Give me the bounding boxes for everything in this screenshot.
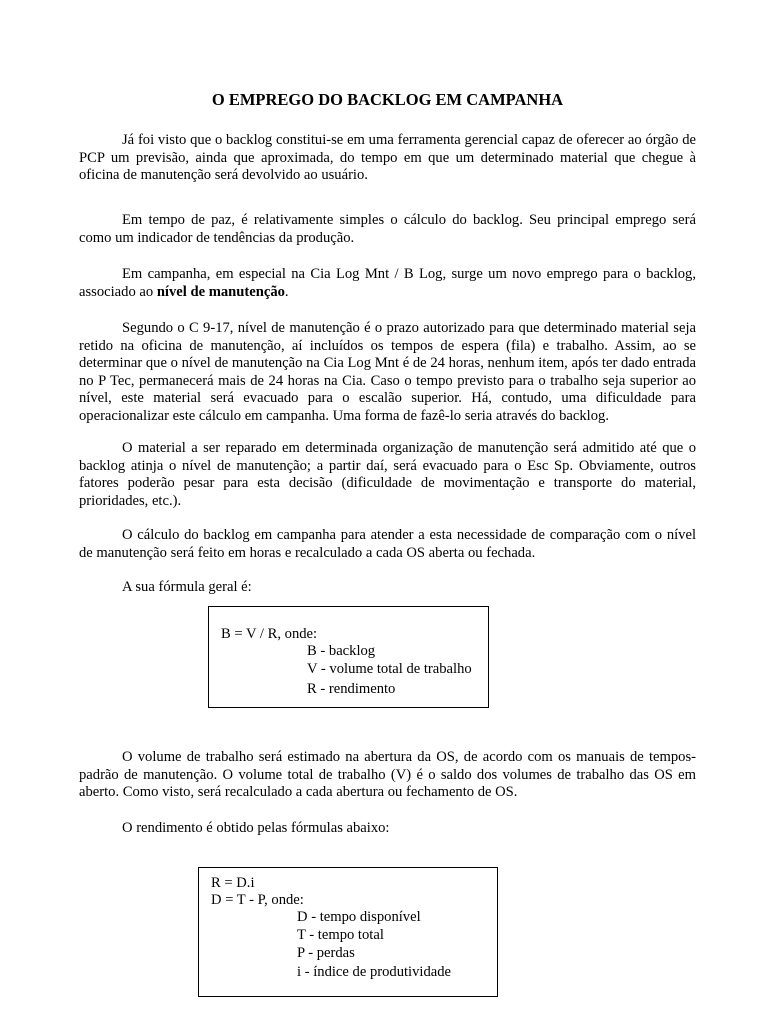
paragraph-campaign-text: Em campanha, em especial na Cia Log Mnt / B Log, surge um novo emprego para o backlog, associado ao (79, 266, 696, 300)
legend-p: P - perdas (297, 945, 355, 961)
term-maintenance-level: nível de manutenção (156, 283, 285, 300)
yield-formula: R = D.i (211, 875, 255, 891)
yield-formula-box (198, 867, 498, 997)
legend-d: D - tempo disponível (297, 909, 421, 925)
paragraph-campaign (79, 266, 696, 301)
document-title: O EMPREGO DO BACKLOG EM CAMPANHA (211, 90, 564, 109)
document-page (79, 0, 696, 1024)
paragraph-calculation: O cálculo do backlog em campanha para atender a esta necessidade de comparação com o nível de manutenção será feito em horas e recalculado a cada OS aberta ou fechada. (79, 527, 696, 561)
available-time-formula: D = T - P, onde: (211, 892, 304, 908)
backlog-formula: B = V / R, onde: (221, 626, 318, 642)
legend-t: T - tempo total (297, 927, 384, 943)
legend-i: i - índice de produtividade (297, 964, 451, 980)
backlog-formula-box (208, 606, 489, 708)
paragraph-volume: O volume de trabalho será estimado na abertura da OS, de acordo com os manuais de tempos-padrão de manutenção. O volume total de trabalho (V) é o saldo dos volumes de trabalho das OS em aberto. Como visto, será recalculado a cada abertura ou fechamento de OS. (79, 749, 696, 801)
legend-v: V - volume total de trabalho (307, 661, 472, 677)
paragraph-formula-intro: A sua fórmula geral é: (122, 579, 252, 595)
paragraph-peacetime: Em tempo de paz, é relativamente simples o cálculo do backlog. Seu principal emprego será como um indicador de tendências da produção. (79, 212, 696, 246)
legend-b: B - backlog (307, 643, 376, 659)
legend-r: R - rendimento (307, 681, 396, 697)
paragraph-yield-intro: O rendimento é obtido pelas fórmulas abaixo: (122, 820, 390, 836)
paragraph-definition: Segundo o C 9-17, nível de manutenção é o prazo autorizado para que determinado material seja retido na oficina de manutenção, aí incluídos os tempos de espera (fila) e trabalho. Assim, ao se determinar que o nível de manutenção na Cia Log Mnt é de 24 horas, nenhum item, após ter dado entrada no P Tec, permanecerá mais de 24 horas na Cia. Caso o tempo previsto para o trabalho seja superior ao nível, este material será evacuado para o escalão superior. Há, contudo, uma dificuldade para operacionalizar este cálculo em campanha. Uma forma de fazê-lo seria através do backlog. (79, 320, 696, 424)
paragraph-campaign-end: . (284, 283, 289, 300)
paragraph-admission: O material a ser reparado em determinada organização de manutenção será admitido até que o backlog atinja o nível de manutenção; a partir daí, será evacuado para o Esc Sp. Obviamente, outros fatores poderão pesar para esta decisão (dificuldade de movimentação e transporte do material, prioridades, etc.). (79, 440, 696, 509)
paragraph-intro: Já foi visto que o backlog constitui-se em uma ferramenta gerencial capaz de oferecer ao órgão de PCP um previsão, ainda que aproximada, do tempo em que um determinado material que chegue à oficina de manutenção será devolvido ao usuário. (79, 132, 696, 184)
